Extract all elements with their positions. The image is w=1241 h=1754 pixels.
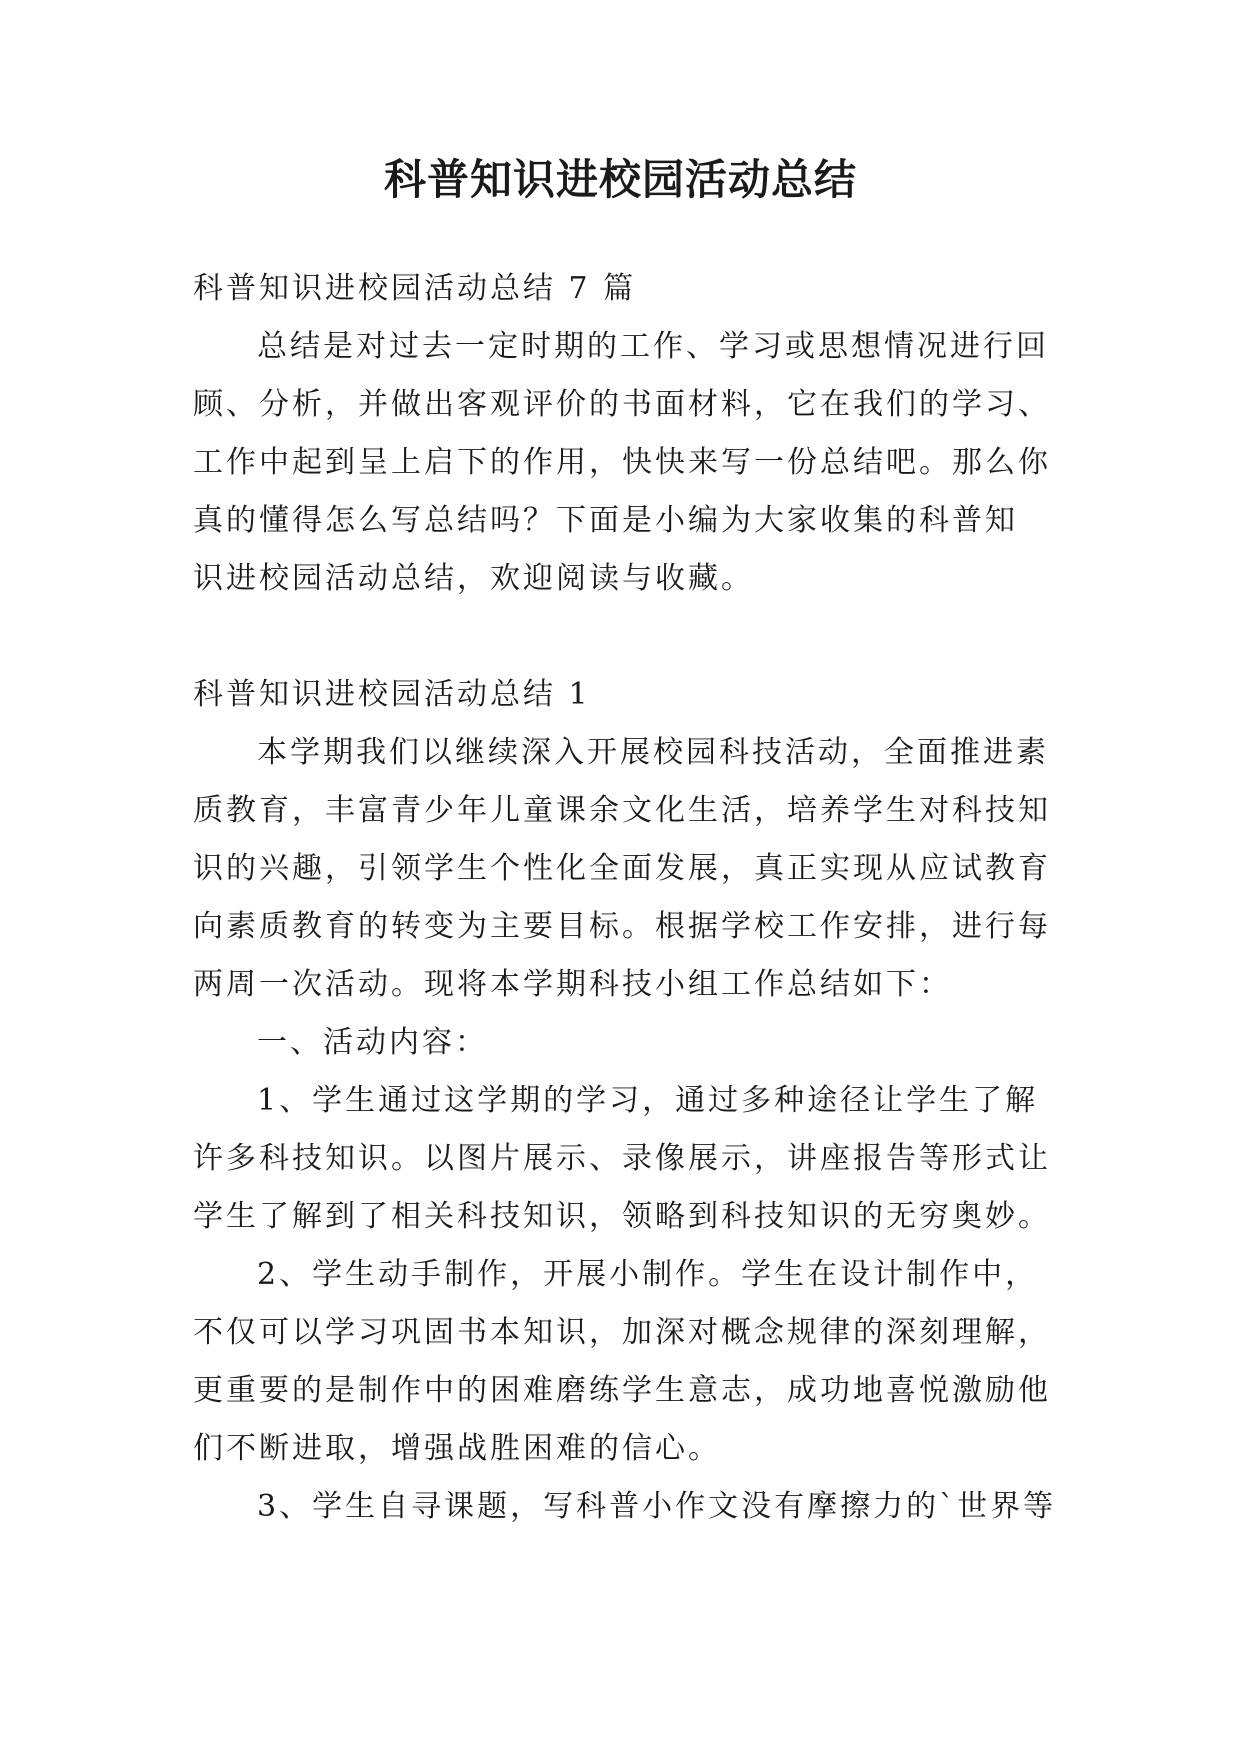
paragraph-line: 识的兴趣，引领学生个性化全面发展，真正实现从应试教育: [193, 851, 1051, 886]
paragraph-line: 们不断进取，增强战胜困难的信心。: [193, 1431, 721, 1466]
paragraph-line: 不仅可以学习巩固书本知识，加深对概念规律的深刻理解，: [193, 1315, 1051, 1350]
paragraph-line: 1、学生通过这学期的学习，通过多种途径让学生了解: [257, 1083, 1039, 1118]
paragraph-line: 本学期我们以继续深入开展校园科技活动，全面推进素: [257, 735, 1049, 770]
paragraph-line: 2、学生动手制作，开展小制作。学生在设计制作中，: [257, 1257, 1039, 1292]
heading-line: 科普知识进校园活动总结 7 篇: [193, 271, 637, 306]
paragraph-line: 3、学生自寻课题，写科普小作文没有摩擦力的`世界等: [257, 1489, 1057, 1524]
document-body: [193, 260, 1073, 1536]
document-title: 科普知识进校园活动总结: [383, 155, 857, 204]
paragraph-line: 两周一次活动。现将本学期科技小组工作总结如下：: [193, 967, 952, 1002]
subheading-line: 一、活动内容：: [257, 1025, 488, 1060]
paragraph-line: 识进校园活动总结，欢迎阅读与收藏。: [193, 561, 754, 596]
paragraph-line: 真的懂得怎么写总结吗？下面是小编为大家收集的科普知: [193, 503, 1018, 538]
paragraph-line: 更重要的是制作中的困难磨练学生意志，成功地喜悦激励他: [193, 1373, 1051, 1408]
paragraph-line: 顾、分析，并做出客观评价的书面材料，它在我们的学习、: [193, 387, 1051, 422]
section-heading-line: 科普知识进校园活动总结 1: [193, 677, 591, 712]
paragraph-line: 学生了解到了相关科技知识，领略到科技知识的无穷奥妙。: [193, 1199, 1051, 1234]
paragraph-line: 质教育，丰富青少年儿童课余文化生活，培养学生对科技知: [193, 793, 1051, 828]
paragraph-line: 向素质教育的转变为主要目标。根据学校工作安排，进行每: [193, 909, 1051, 944]
paragraph-line: 许多科技知识。以图片展示、录像展示，讲座报告等形式让: [193, 1141, 1051, 1176]
paragraph-line: 总结是对过去一定时期的工作、学习或思想情况进行回: [257, 329, 1049, 364]
blank-line: [193, 608, 1073, 666]
paragraph-line: 工作中起到呈上启下的作用，快快来写一份总结吧。那么你: [193, 445, 1051, 480]
